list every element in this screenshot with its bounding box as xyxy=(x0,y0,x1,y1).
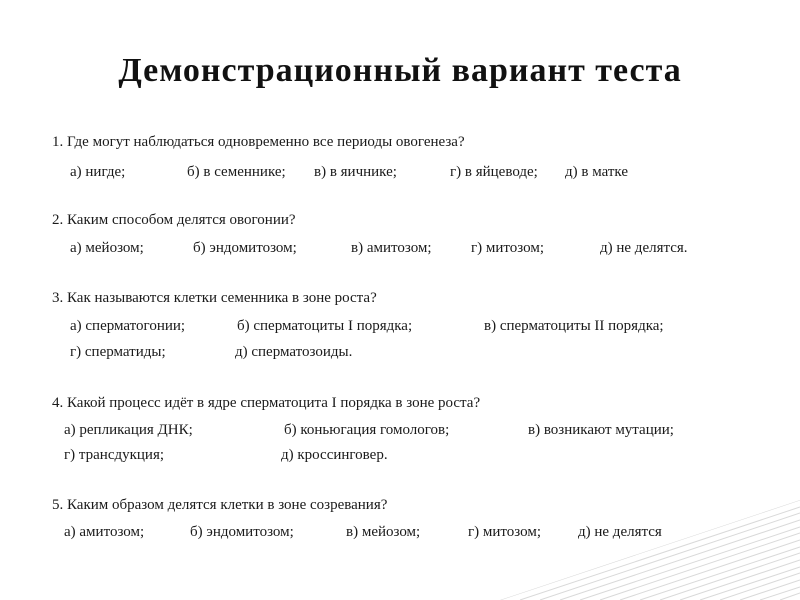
question-3: 3. Как называются клетки семенника в зоне роста? xyxy=(52,290,377,306)
question-1: 1. Где могут наблюдаться одновременно все периоды овогенеза? xyxy=(52,134,465,150)
q1-option-b: б) в семеннике; xyxy=(187,164,286,180)
q3-option-e: д) сперматозоиды. xyxy=(235,344,353,360)
q5-option-a: а) амитозом; xyxy=(64,524,145,540)
question-2: 2. Каким способом делятся овогонии? xyxy=(52,212,296,228)
q5-option-c: в) мейозом; xyxy=(346,524,421,540)
q4-option-b: б) коньюгация гомологов; xyxy=(284,422,450,438)
q4-option-e: д) кроссинговер. xyxy=(281,447,388,463)
q1-option-c: в) в яичнике; xyxy=(314,164,397,180)
q3-option-a: а) сперматогонии; xyxy=(70,318,186,334)
page-title: Демонстрационный вариант теста xyxy=(118,52,682,89)
q3-option-b: б) сперматоциты I порядка; xyxy=(237,318,413,334)
q2-option-c: в) амитозом; xyxy=(351,240,432,256)
corner-decoration xyxy=(500,500,800,600)
question-5: 5. Каким образом делятся клетки в зоне созревания? xyxy=(52,497,388,513)
q5-option-b: б) эндомитозом; xyxy=(190,524,294,540)
q3-option-c: в) сперматоциты II порядка; xyxy=(484,318,664,334)
q1-option-d: г) в яйцеводе; xyxy=(450,164,538,180)
q2-option-d: г) митозом; xyxy=(471,240,544,256)
q2-option-a: а) мейозом; xyxy=(70,240,144,256)
q5-option-e: д) не делятся xyxy=(578,524,662,540)
q1-option-e: д) в матке xyxy=(565,164,628,180)
q3-option-d: г) сперматиды; xyxy=(70,344,166,360)
q2-option-e: д) не делятся. xyxy=(600,240,688,256)
question-4: 4. Какой процесс идёт в ядре сперматоцита I порядка в зоне роста? xyxy=(52,395,481,411)
q4-option-c: в) возникают мутации; xyxy=(528,422,674,438)
q2-option-b: б) эндомитозом; xyxy=(193,240,297,256)
q4-option-d: г) трансдукция; xyxy=(64,447,165,463)
q1-option-a: а) нигде; xyxy=(70,164,126,180)
q5-option-d: г) митозом; xyxy=(468,524,541,540)
q4-option-a: а) репликация ДНК; xyxy=(64,422,193,438)
